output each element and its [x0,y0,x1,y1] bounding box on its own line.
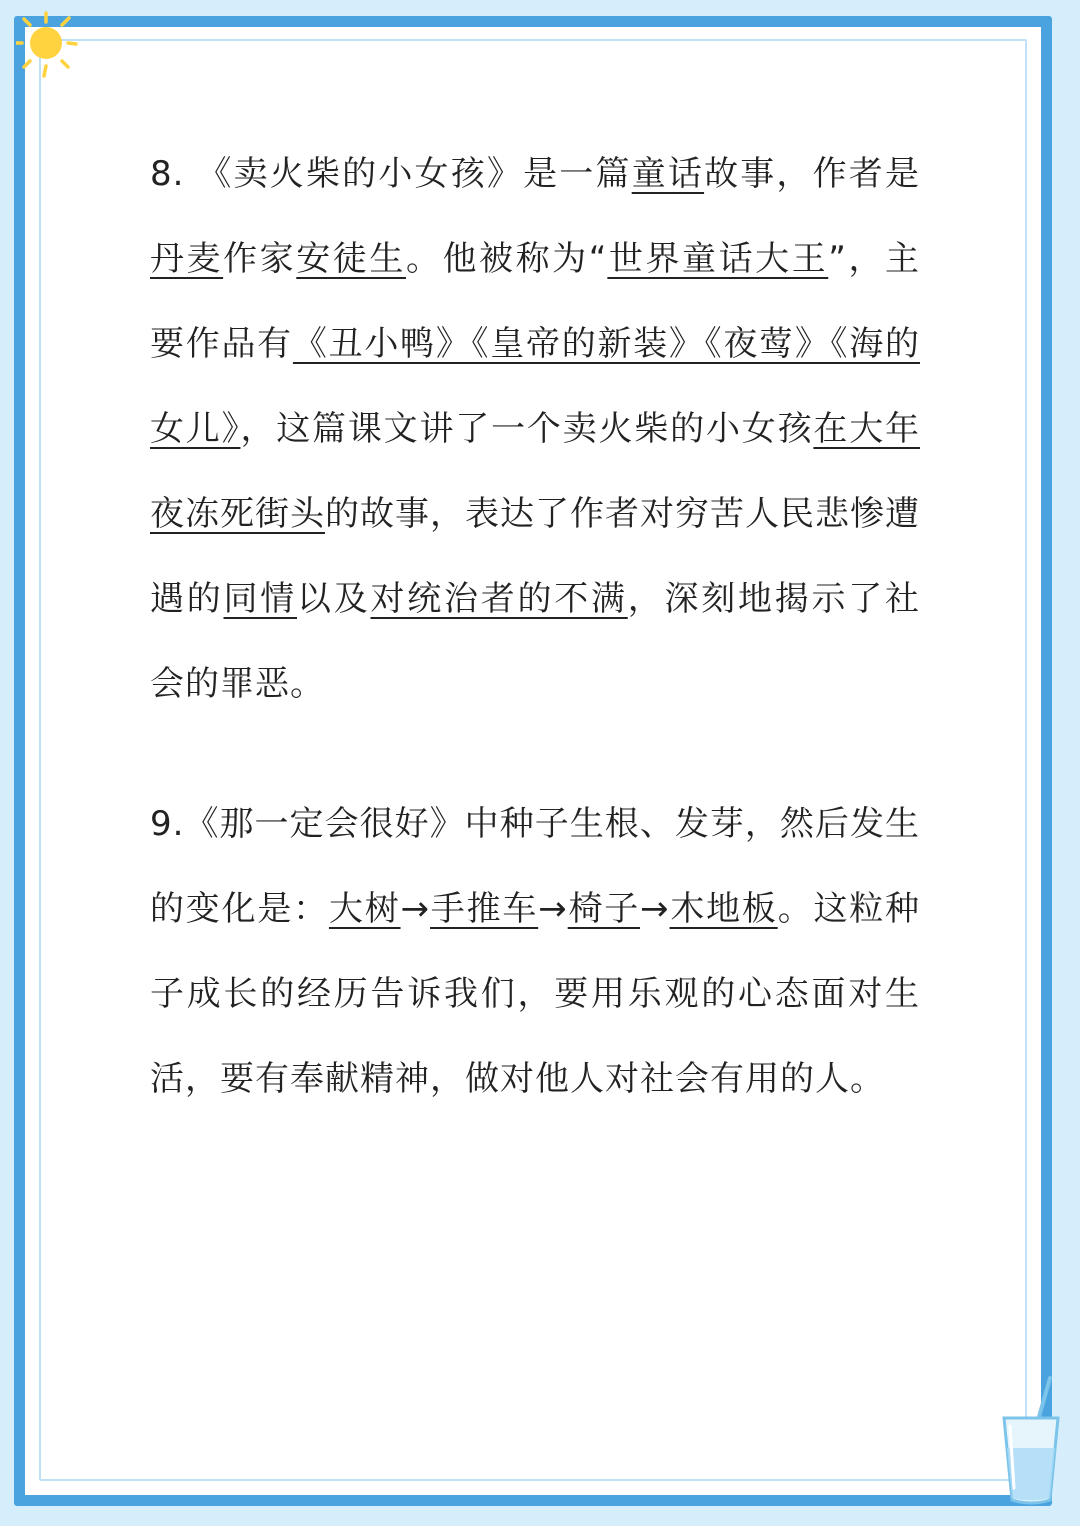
text-segment: ，深刻地揭示了社 会的罪恶。 [150,579,920,704]
underlined-answer: 手推车 [430,889,539,929]
underlined-answer: 童话 [631,154,705,194]
text-segment: ，这篇课文讲了一个卖火柴的小女孩 [240,409,814,449]
text-segment: 的故事，表达了作者对穷苦人民悲惨遭遇的 [150,494,920,619]
underlined-answer: 大树 [328,889,401,929]
text-segment: 以及 [297,579,371,619]
underlined-answer: 椅子 [567,889,641,929]
underlined-answer: 对统治者的不满 [370,579,628,619]
content-area [150,132,920,1122]
text-segment: → [640,889,670,929]
underlined-answer: 世界童话大王 [607,239,829,279]
underlined-answer: 《丑小鸭》《皇帝的新装》《夜莺》《海的女儿》 [150,324,921,449]
text-segment: 9.《那一定会很好》中种子生根、发芽，然后发生的变化是： [150,804,920,929]
text-segment: 故事，作者是 [704,154,920,194]
text-segment: → [400,889,431,929]
underlined-answer: 木地板 [669,889,778,929]
underlined-answer: 安徒生 [296,239,406,279]
text-segment: 8. 《卖火柴的小女孩》是一篇 [150,154,632,194]
text-segment: 。这粒种子成长的经历告诉我们，要用乐观的心态面对生活，要有奉献精神，做对他人对社会有用的人。 [150,889,921,1099]
paragraph-9 [150,782,920,1122]
text-segment: → [538,889,568,929]
underlined-answer: 同情 [223,579,297,619]
sun-icon [16,10,86,80]
underlined-answer: 丹麦 [150,239,224,279]
underlined-answer: 在大年夜冻死街头 [150,409,921,534]
paragraph-8 [150,132,920,727]
text-segment: 。他被称为“ [405,239,608,279]
text-segment: 作家 [223,239,297,279]
drink-cup-icon [992,1370,1072,1510]
text-segment: ”，主要作品有 [150,239,921,364]
